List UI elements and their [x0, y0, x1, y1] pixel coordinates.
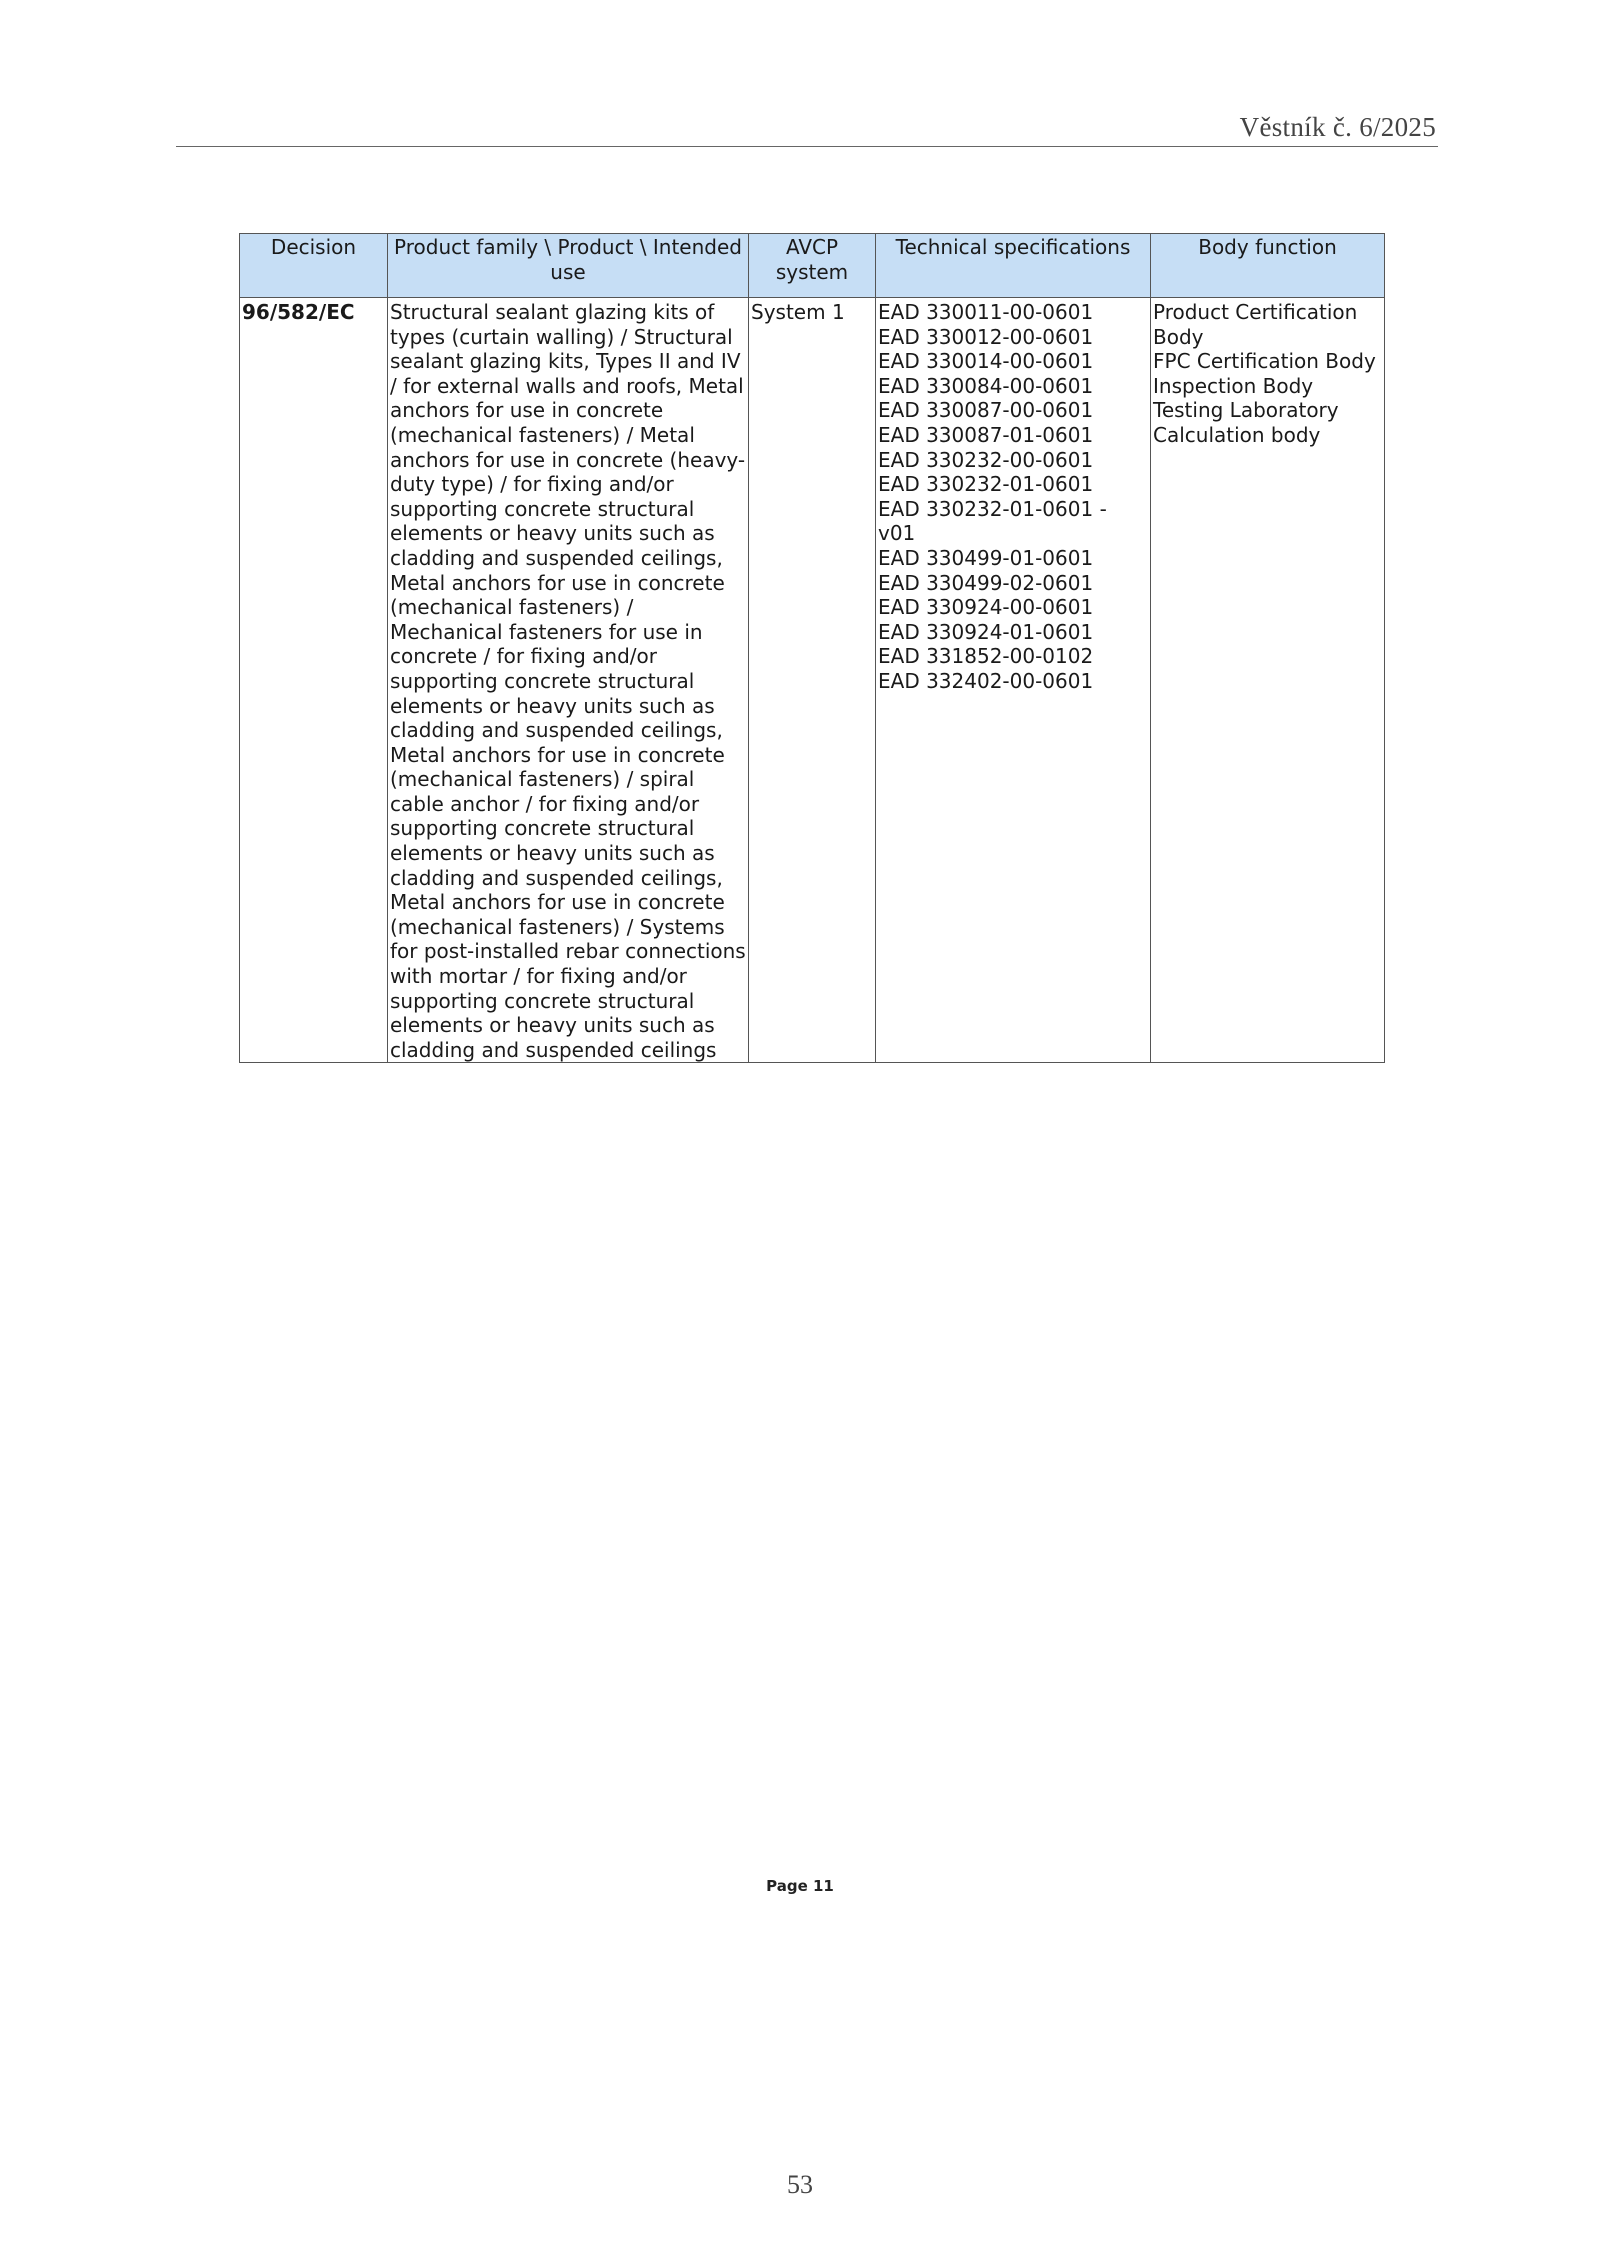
product-cell: Structural sealant glazing kits of types (curtain walling) / Structural sealant glazing kits, Types II and IV / for external walls and roofs, Metal anchors for use in concrete (mechanical fasteners) / Metal anchors for use in concrete (heavy-duty type) / for fixing and/or supporting concrete structural elements or heavy units such as cladding and suspended ceilings, Metal anchors for use in concrete (mechanical fasteners) / Mechanical fasteners for use in concrete / for fixing and/or supporting concrete structural elements or heavy units such as cladding and suspended ceilings, Metal anchors for use in concrete (mechanical fasteners) / spiral cable anchor / for fixing and/or supporting concrete structural elements or heavy units such as cladding and suspended ceilings, Metal anchors for use in concrete (mechanical fasteners) / Systems for post-installed rebar connections with mortar / for fixing and/or supporting concrete structural elements or heavy units such as cladding and suspended ceilings [388, 298, 749, 1063]
decision-table [239, 233, 1385, 1063]
spec-item: EAD 330014-00-0601 [878, 349, 1094, 374]
table-header-row [240, 234, 1385, 298]
column-header-avcp: AVCP system [749, 234, 876, 298]
spec-item: EAD 330232-00-0601 [878, 447, 1094, 472]
spec-item: EAD 330499-01-0601 [878, 545, 1094, 570]
spec-item: EAD 330232-01-0601 [878, 472, 1094, 497]
body-function-item: Testing Laboratory [1153, 398, 1339, 423]
body-function-item: Product Certification Body [1153, 300, 1358, 349]
spec-item: EAD 330499-02-0601 [878, 570, 1094, 595]
table-row [240, 298, 1385, 1063]
column-header-body-function: Body function [1151, 234, 1385, 298]
spec-item: EAD 330084-00-0601 [878, 373, 1094, 398]
header-divider [176, 146, 1438, 147]
body-function-cell [1151, 298, 1385, 1063]
journal-title: Věstník č. 6/2025 [1239, 112, 1436, 142]
inner-page-label: Page 11 [766, 1877, 834, 1895]
column-header-specifications: Technical specifications [876, 234, 1151, 298]
avcp-cell: System 1 [749, 298, 876, 1063]
body-function-item: Inspection Body [1153, 373, 1314, 398]
spec-item: EAD 330232-01-0601 - v01 [878, 496, 1107, 546]
spec-item: EAD 332402-00-0601 [878, 668, 1094, 693]
spec-item: EAD 330924-01-0601 [878, 619, 1094, 644]
spec-item: EAD 330087-01-0601 [878, 422, 1094, 447]
spec-item: EAD 330087-00-0601 [878, 398, 1094, 423]
spec-item: EAD 331852-00-0102 [878, 644, 1094, 669]
spec-item: EAD 330012-00-0601 [878, 324, 1094, 349]
specifications-cell [876, 298, 1151, 1063]
column-header-product: Product family \ Product \ Intended use [388, 234, 749, 298]
body-function-item: FPC Certification Body [1153, 349, 1376, 374]
spec-item: EAD 330011-00-0601 [878, 300, 1094, 324]
page-number: 53 [787, 2170, 813, 2199]
column-header-decision: Decision [240, 234, 388, 298]
decision-cell: 96/582/EC [240, 298, 388, 1063]
body-function-item: Calculation body [1153, 422, 1321, 447]
spec-item: EAD 330924-00-0601 [878, 595, 1094, 620]
